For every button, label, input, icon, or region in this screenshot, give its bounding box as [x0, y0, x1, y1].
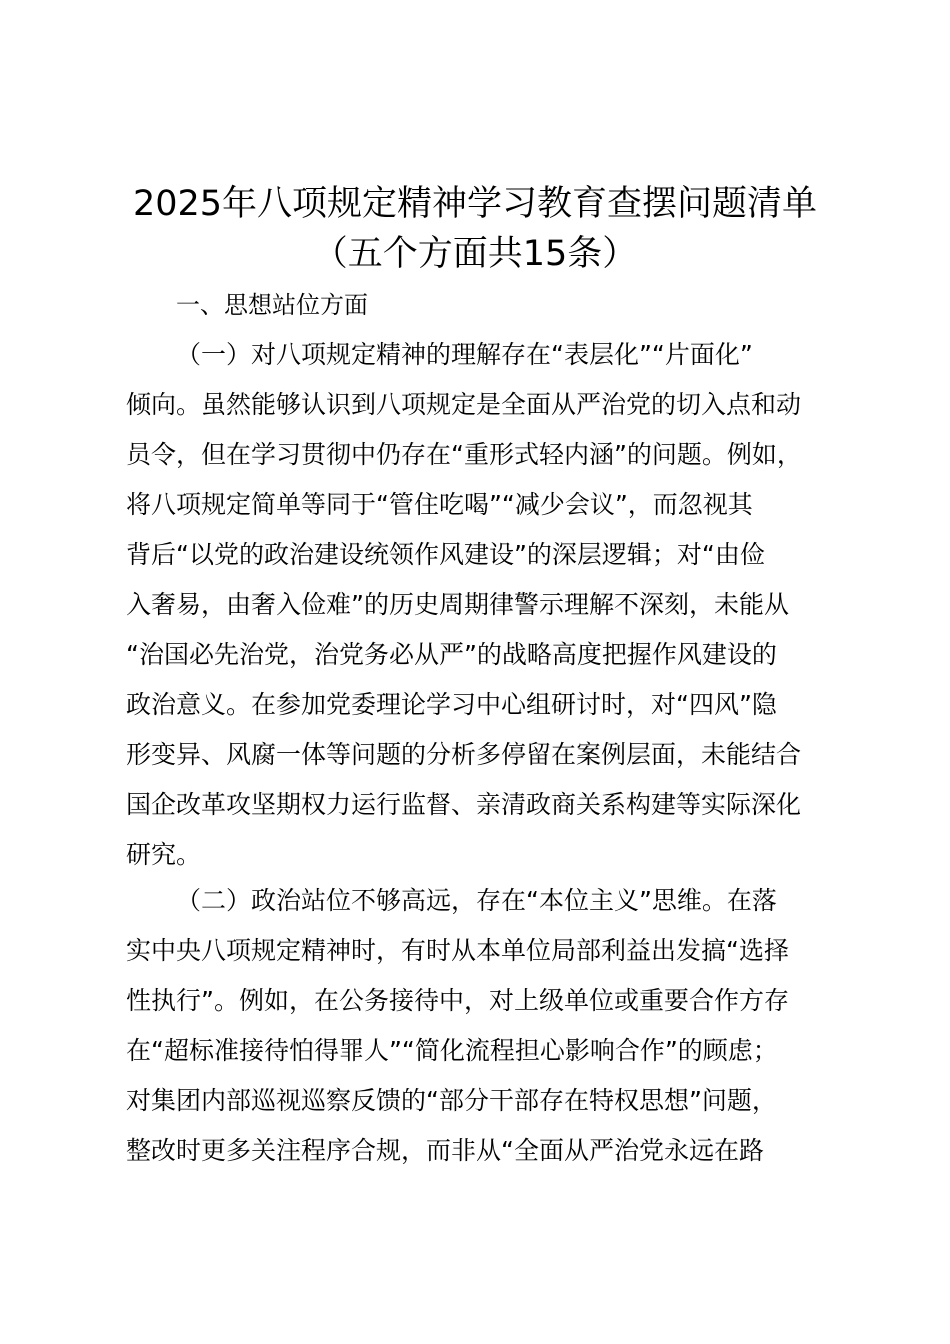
paragraph-line: 政治意义。在参加党委理论学习中心组研讨时，对“四风”隐 — [126, 690, 777, 719]
paragraph-line: 国企改革攻坚期权力运行监督、亲清政商关系构建等实际深化 — [126, 790, 802, 819]
paragraph-line: 性执行”。例如，在公务接待中，对上级单位或重要合作方存 — [126, 986, 789, 1015]
paragraph-line: 对集团内部巡视巡察反馈的“部分干部存在特权思想”问题， — [126, 1086, 777, 1115]
paragraph-line: 将八项规定简单等同于“管住吃喝”“减少会议”，而忽视其 — [126, 490, 753, 519]
paragraph-item-2 — [126, 876, 846, 1176]
document-title: 2025年八项规定精神学习教育查摆问题清单 — [132, 184, 818, 224]
paragraph-line: 入奢易，由奢入俭难”的历史周期律警示理解不深刻，未能从 — [126, 590, 789, 619]
paragraph-line: 整改时更多关注程序合规，而非从“全面从严治党永远在路 — [126, 1136, 764, 1165]
paragraph-line: 在“超标准接待怕得罪人”“简化流程担心影响合作”的顾虑； — [126, 1036, 778, 1065]
paragraph-line: （一）对八项规定精神的理解存在“表层化”“片面化” — [176, 340, 753, 369]
paragraph-line: 倾向。虽然能够认识到八项规定是全面从严治党的切入点和动 — [126, 390, 802, 419]
paragraph-line: 背后“以党的政治建设统领作风建设”的深层逻辑；对“由俭 — [126, 540, 765, 569]
paragraph-line: （二）政治站位不够高远，存在“本位主义”思维。在落 — [176, 886, 777, 915]
paragraph-line: 研究。 — [126, 840, 202, 869]
paragraph-line: “治国必先治党，治党务必从严”的战略高度把握作风建设的 — [126, 640, 777, 669]
document-subtitle: （五个方面共15条） — [312, 234, 638, 274]
paragraph-item-1 — [126, 330, 846, 880]
paragraph-line: 实中央八项规定精神时，有时从本单位局部利益出发搞“选择 — [126, 936, 789, 965]
paragraph-line: 员令，但在学习贯彻中仍存在“重形式轻内涵”的问题。例如， — [126, 440, 802, 469]
paragraph-line: 形变异、风腐一体等问题的分析多停留在案例层面，未能结合 — [126, 740, 802, 769]
section-heading-political-stance: 一、思想站位方面 — [176, 291, 368, 319]
